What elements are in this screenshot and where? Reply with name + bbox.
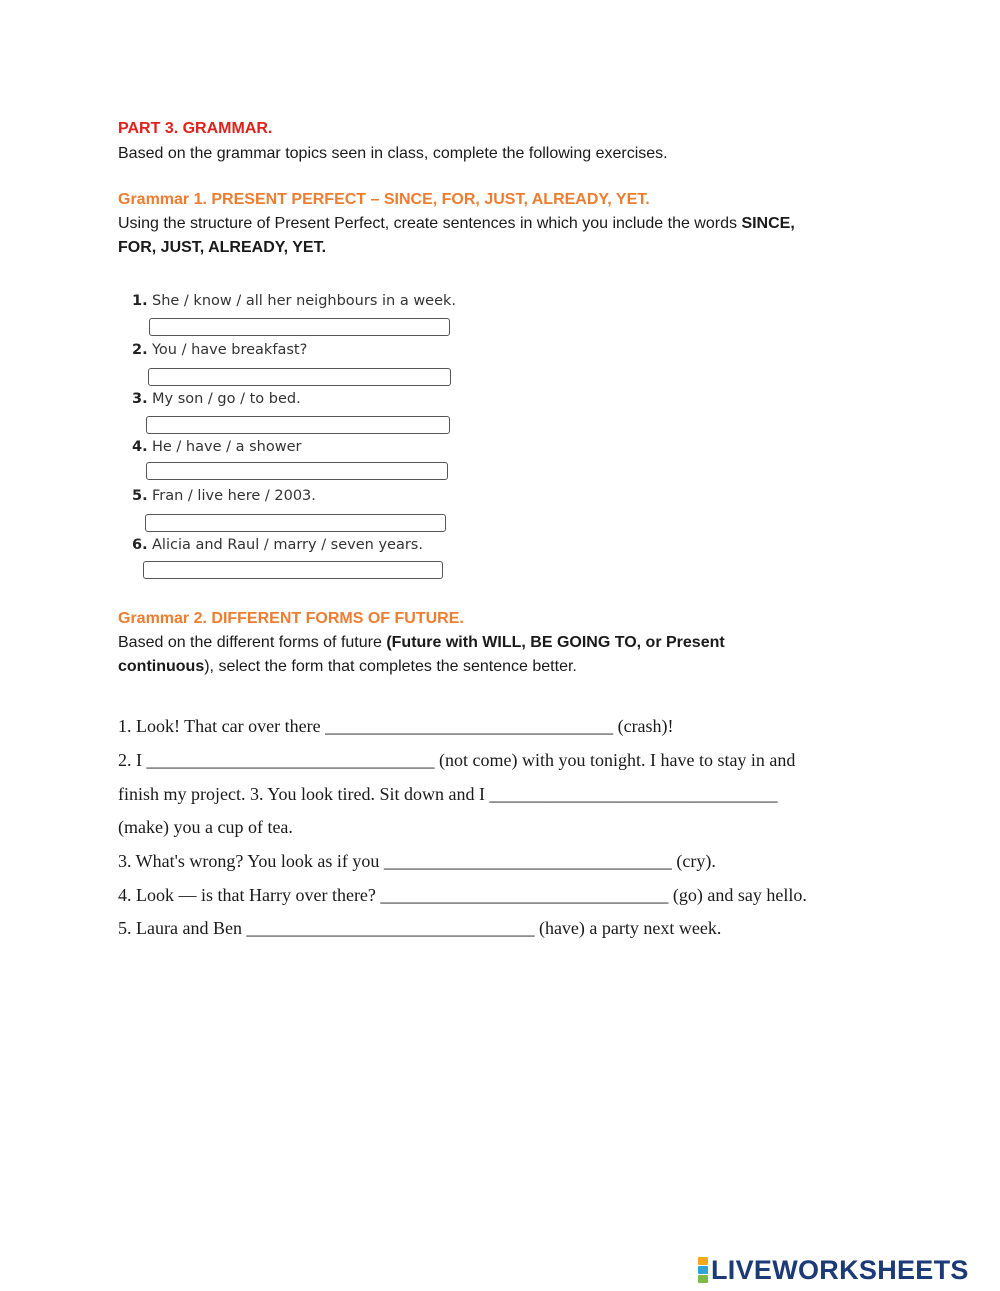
grammar1-instruction-text: Using the structure of Present Perfect, create sentences in which you include the words	[118, 215, 742, 232]
grammar2-instruction-bold-1: (Future with WILL, BE GOING TO, or Present	[386, 634, 725, 651]
item-prompt: Alicia and Raul / marry / seven years.	[152, 537, 423, 553]
answer-box-5[interactable]	[145, 514, 446, 532]
sentence-line: 1. Look! That car over there ________________________________ (crash)!	[118, 716, 674, 736]
exercise-item	[132, 293, 456, 309]
item-prompt: She / know / all her neighbours in a week.	[152, 293, 457, 309]
exercise-item	[132, 439, 301, 455]
grammar1-heading: Grammar 1. PRESENT PERFECT – SINCE, FOR, JUST, ALREADY, YET.	[118, 191, 650, 208]
exercise-item	[132, 537, 423, 553]
answer-box-1[interactable]	[149, 318, 450, 336]
item-number: 6.	[132, 537, 148, 553]
grammar2-instruction	[118, 631, 898, 679]
part-title: PART 3. GRAMMAR.	[118, 120, 273, 137]
grammar1-instruction	[118, 212, 898, 260]
answer-box-3[interactable]	[146, 416, 450, 434]
sentence-line: 3. What's wrong? You look as if you ________________________________ (cry).	[118, 851, 716, 871]
part-intro: Based on the grammar topics seen in class, complete the following exercises.	[118, 145, 668, 162]
grammar2-instruction-suffix: ), select the form that completes the sentence better.	[204, 658, 577, 675]
grammar2-instruction-text: Based on the different forms of future	[118, 634, 387, 651]
grammar1-instruction-bold-2: FOR, JUST, ALREADY, YET.	[118, 239, 327, 256]
answer-box-4[interactable]	[146, 462, 448, 480]
logo-text: LIVEWORKSHEETS	[711, 1254, 969, 1285]
grammar2-heading: Grammar 2. DIFFERENT FORMS OF FUTURE.	[118, 610, 464, 627]
item-number: 4.	[132, 439, 148, 455]
item-prompt: My son / go / to bed.	[152, 391, 301, 407]
item-number: 2.	[132, 342, 148, 358]
item-prompt: You / have breakfast?	[152, 342, 308, 358]
item-prompt: Fran / live here / 2003.	[152, 488, 316, 504]
grammar1-instruction-bold-1: SINCE,	[741, 215, 795, 232]
item-prompt: He / have / a shower	[152, 439, 302, 455]
sentence-line: (make) you a cup of tea.	[118, 817, 293, 837]
sentence-line: 5. Laura and Ben ________________________________ (have) a party next week.	[118, 918, 722, 938]
item-number: 1.	[132, 293, 148, 309]
sentence-line: finish my project. 3. You look tired. Sit down and I ________________________________	[118, 784, 778, 804]
sentence-line: 2. I ________________________________ (not come) with you tonight. I have to stay in and	[118, 750, 796, 770]
exercise-item	[132, 391, 301, 407]
sentence-line: 4. Look — is that Harry over there? ________________________________ (go) and say hello.	[118, 885, 807, 905]
liveworksheets-logo	[698, 1256, 969, 1284]
item-number: 5.	[132, 488, 148, 504]
logo-blocks-icon	[698, 1257, 708, 1283]
exercise-item	[132, 488, 316, 504]
grammar2-instruction-bold-2: continuous	[118, 658, 205, 675]
item-number: 3.	[132, 391, 148, 407]
exercise-item	[132, 342, 307, 358]
answer-box-6[interactable]	[143, 561, 443, 579]
answer-box-2[interactable]	[148, 368, 451, 386]
